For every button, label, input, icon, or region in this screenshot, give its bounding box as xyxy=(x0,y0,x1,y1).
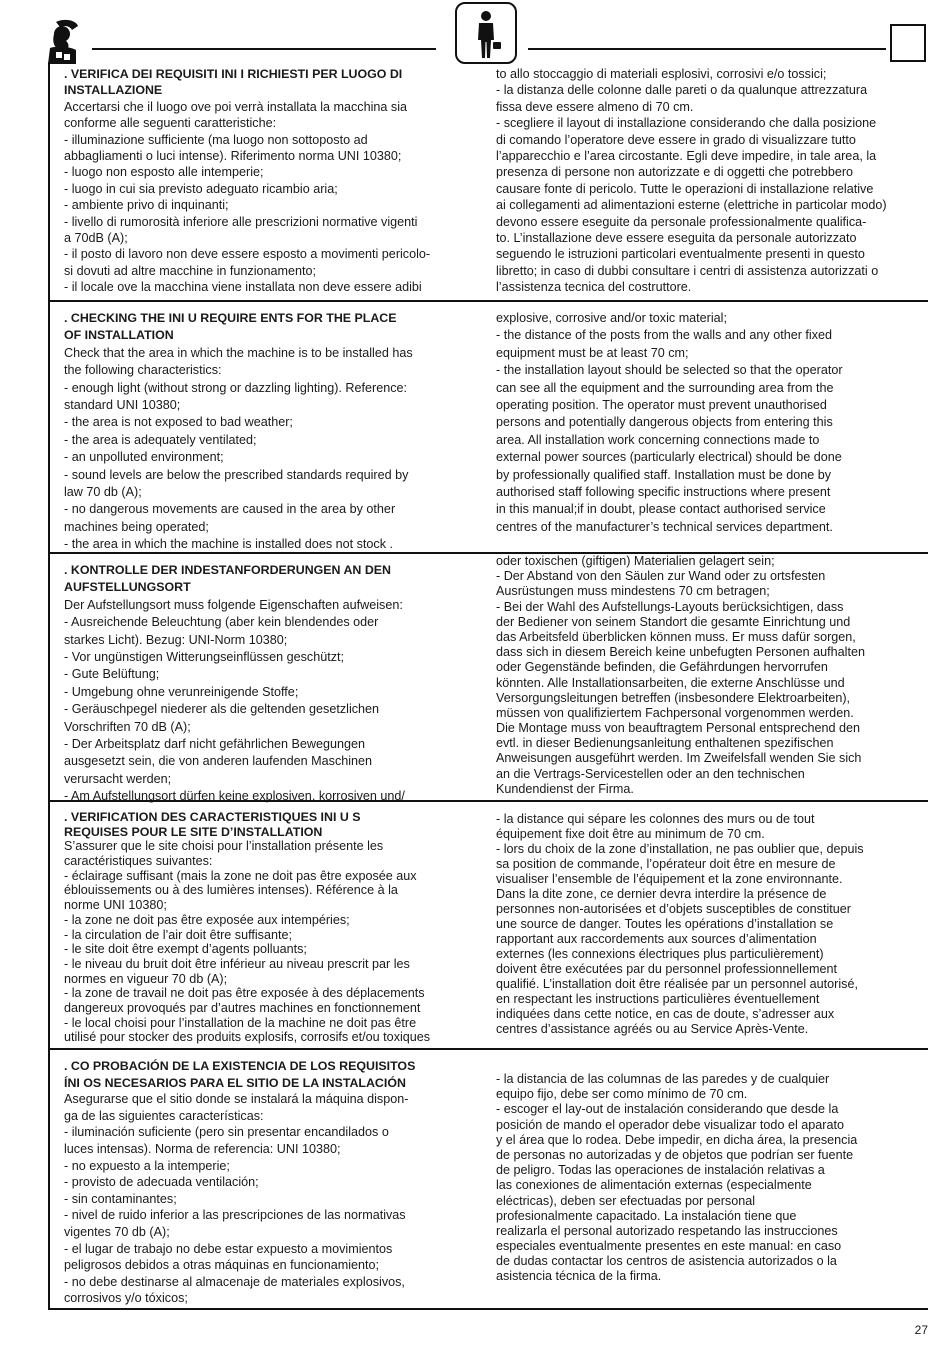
text-line: y el área que lo rodea. Debe impedir, en dicha área, la presencia xyxy=(496,1132,858,1147)
text-line: centres of the manufacturer’s technical services department. xyxy=(496,519,833,534)
person-with-briefcase-icon xyxy=(455,2,517,64)
text-line: - Bei der Wahl des Aufstellungs-Layouts berücksichtigen, dass xyxy=(496,599,844,614)
text-line: - luogo non esposto alle intemperie; xyxy=(64,165,264,180)
text-line: - sound levels are below the prescribed standards required by xyxy=(64,467,409,482)
section-fr xyxy=(48,802,928,1050)
text-line: di comando l’operatore deve essere in grado di visualizzare tutto xyxy=(496,132,856,147)
text-line: de personas no autorizadas y de objetos que podrían ser fuente xyxy=(496,1147,854,1162)
text-line: norme UNI 10380; xyxy=(64,898,167,913)
section-right-column xyxy=(496,812,916,1037)
text-line: oder Gegenstände befinden, die Gefährdungen hervorrufen xyxy=(496,660,828,675)
text-line: qualifié. L’installation doit être réalisée par un personnel autorisé, xyxy=(496,977,858,991)
header-rule-left xyxy=(92,48,436,50)
text-line: müssen von qualifiziertem Fachpersonal vorgenommen werden. xyxy=(496,705,854,720)
section-it xyxy=(48,62,928,302)
header-rule-right xyxy=(528,48,886,50)
text-line: devono essere eseguite da personale professionalmente qualifica- xyxy=(496,214,867,229)
text-line: - le site doit être exempt d’agents polluants; xyxy=(64,942,307,957)
text-line: l’apparecchio e l’area circostante. Egli deve impedire, in tale area, la xyxy=(496,148,877,163)
text-line: Accertarsi che il luogo ove poi verrà installata la macchina sia xyxy=(64,99,407,114)
text-line: peligrosos debidos a otras máquinas en funcionamiento; xyxy=(64,1258,380,1273)
text-line: the following characteristics: xyxy=(64,363,222,378)
text-line: - no debe destinarse al almacenaje de materiales explosivos, xyxy=(64,1274,405,1289)
text-line: - no dangerous movements are caused in the area by other xyxy=(64,502,396,517)
text-line: Asegurarse que el sitio donde se instalará la máquina dispon- xyxy=(64,1092,409,1107)
text-line: - the area in which the machine is installed does not stock . xyxy=(64,537,394,552)
text-line: - Gute Belüftung; xyxy=(64,667,160,682)
text-line: area. All installation work concerning connections made to xyxy=(496,432,820,447)
text-line: operating position. The operator must prevent unauthorised xyxy=(496,397,827,412)
text-line: - the distance of the posts from the walls and any other fixed xyxy=(496,328,833,343)
text-line: - Geräuschpegel niederer als die geltenden gesetzlichen xyxy=(64,702,380,717)
section-heading: REQUISES POUR LE SITE D’INSTALLATION xyxy=(64,824,323,839)
text-line: causare fonte di pericolo. Tutte le operazioni di installazione relative xyxy=(496,181,874,196)
text-line: verursacht werden; xyxy=(64,771,172,786)
text-line: explosive, corrosive and/or toxic material; xyxy=(496,311,727,325)
section-left-column xyxy=(64,66,484,295)
text-line: Vorschriften 70 dB (A); xyxy=(64,719,191,734)
section-heading: ÍNI OS NECESARIOS PARA EL SITIO DE LA INSTALACIÓN xyxy=(64,1075,406,1090)
text-line: dangereux provoqués par d’autres machines en fonctionnement xyxy=(64,1000,421,1015)
text-line: - Vor ungünstigen Witterungseinflüssen geschützt; xyxy=(64,649,345,664)
text-line: der Bediener von seinem Standort die gesamte Einrichtung und xyxy=(496,614,851,629)
text-line: - the area is not exposed to bad weather; xyxy=(64,415,293,430)
section-heading: AUFSTELLUNGSORT xyxy=(64,580,191,595)
section-right-column xyxy=(496,554,916,797)
text-line: realizarla el personal autorizado respetando las instrucciones xyxy=(496,1223,838,1238)
text-line: to allo stoccaggio di materiali esplosivi, corrosivi e/o tossici; xyxy=(496,67,827,81)
text-line: - no expuesto a la intemperie; xyxy=(64,1158,230,1173)
text-line: corrosivos y/o tóxicos; xyxy=(64,1291,188,1306)
text-line: könnten. Alle Installationsarbeiten, die externe Anschlüsse und xyxy=(496,675,845,690)
language-box xyxy=(890,24,926,62)
section-heading: INSTALLAZIONE xyxy=(64,83,163,98)
text-line: - iluminación suficiente (pero sin presentar encandilados o xyxy=(64,1125,389,1140)
text-line: - la distanza delle colonne dalle pareti o da qualunque attrezzatura xyxy=(496,83,868,98)
text-line: dass sich in diesem Bereich keine unbefugten Personen aufhalten xyxy=(496,645,865,660)
text-line: personnes non-autorisées et d’objets susceptibles de constituer xyxy=(496,902,851,916)
page-number: 27 xyxy=(914,1323,928,1337)
text-line: by professionally qualified staff. Installation must be done by xyxy=(496,467,832,482)
text-line: une source de danger. Toutes les opérations d’installation se xyxy=(496,917,834,931)
text-line: eléctricas), deben ser efectuadas por personal xyxy=(496,1193,756,1208)
text-line: Ausrüstungen muss mindestens 70 cm betragen; xyxy=(496,584,770,599)
section-heading: OF INSTALLATION xyxy=(64,328,174,343)
text-line: centres d’assistance agréés ou au Service Après-Vente. xyxy=(496,1022,809,1036)
text-line: - an unpolluted environment; xyxy=(64,450,224,465)
text-line: external power sources (particularly electrical) should be done xyxy=(496,450,842,465)
text-line: - lors du choix de la zone d’installation, ne pas oublier que, depuis xyxy=(496,842,864,856)
text-line: ga de las siguientes características: xyxy=(64,1108,264,1123)
text-line: caractéristiques suivantes: xyxy=(64,854,213,869)
text-line: de dudas contactar los centros de asistencia autorizados o la xyxy=(496,1254,837,1269)
section-left-column xyxy=(64,1058,484,1307)
mascot-logo-icon xyxy=(42,18,86,64)
text-line: - scegliere il layout di installazione considerando che dalla posizione xyxy=(496,116,877,131)
text-line: asistencia técnica de la firma. xyxy=(496,1269,662,1284)
text-line: an die Vertrags-Servicestellen oder an den technischen xyxy=(496,766,805,781)
text-line: doivent être exécutées par du personnel professionnellement xyxy=(496,962,837,976)
text-line: de peligro. Todas las operaciones de instalación relativas a xyxy=(496,1163,825,1178)
text-line: posición de mando el operador debe visualizar todo el aparato xyxy=(496,1117,844,1132)
text-line: profesionalmente capacitado. La instalación tiene que xyxy=(496,1208,797,1223)
section-es xyxy=(48,1050,928,1310)
section-left-column xyxy=(64,310,484,553)
text-line: si dovuti ad altre macchine in funzionamento; xyxy=(64,263,317,278)
text-line: presenza di persone non autorizzate e di oggetti che potrebbero xyxy=(496,165,854,180)
text-line: Check that the area in which the machine is to be installed has xyxy=(64,345,413,360)
section-heading: . CO PROBACIÓN DE LA EXISTENCIA DE LOS REQUISITOS xyxy=(64,1059,416,1073)
text-line: las conexiones de alimentación externas (especialmente xyxy=(496,1178,812,1193)
text-line: especiales eventualmente presentes en este manual: en caso xyxy=(496,1239,842,1254)
text-line: utilisé pour stocker des produits explosifs, corrosifs et/ou toxiques xyxy=(64,1030,431,1045)
text-line: - Am Aufstellungsort dürfen keine explosiven, korrosiven und/ xyxy=(64,789,405,804)
text-line: to. L’installazione deve essere eseguita da personale autorizzato xyxy=(496,230,857,245)
section-heading: . KONTROLLE DER INDESTANFORDERUNGEN AN DEN xyxy=(64,563,391,577)
text-line: Dans la dite zone, ce dernier devra interdire la présence de xyxy=(496,887,827,901)
text-line: Anweisungen ausgeführt werden. Im Zweifelsfall wenden Sie sich xyxy=(496,751,862,766)
text-line: - il locale ove la macchina viene installata non deve essere adibi xyxy=(64,280,422,295)
text-line: Kundendienst der Firma. xyxy=(496,781,634,796)
section-left-column xyxy=(64,562,484,805)
section-right-column xyxy=(496,1072,916,1285)
text-line: ausgesetzt sein, die von anderen laufenden Maschinen xyxy=(64,754,373,769)
text-line: libretto; in caso di dubbi consultare i centri di assistenza autorizzati o xyxy=(496,263,879,278)
text-line: fissa deve essere almeno di 70 cm. xyxy=(496,99,694,114)
text-line: a 70dB (A); xyxy=(64,230,128,245)
text-line: vigentes 70 db (A); xyxy=(64,1224,170,1239)
text-line: - sin contaminantes; xyxy=(64,1191,177,1206)
text-line: - la distance qui sépare les colonnes des murs ou de tout xyxy=(496,812,815,826)
section-heading: . VERIFICA DEI REQUISITI INI I RICHIESTI PER LUOGO DI xyxy=(64,67,403,81)
text-line: - the area is adequately ventilated; xyxy=(64,432,257,447)
content-frame xyxy=(48,62,928,1310)
text-line: - il posto di lavoro non deve essere esposto a movimenti pericolo- xyxy=(64,247,431,262)
text-line: - illuminazione sufficiente (ma luogo non sottoposto ad xyxy=(64,132,368,147)
text-line: evtl. in dieser Bedienungsanleitung enthaltenen spezifischen xyxy=(496,736,834,751)
section-heading: . VERIFICATION DES CARACTERISTIQUES INI U S xyxy=(64,810,361,824)
section-right-column xyxy=(496,66,916,295)
text-line: can see all the equipment and the surrounding area from the xyxy=(496,380,834,395)
text-line: - el lugar de trabajo no debe estar expuesto a movimientos xyxy=(64,1241,393,1256)
text-line: seguendo le istruzioni particolari eventualmente presenti in questo xyxy=(496,247,865,262)
text-line: - Der Abstand von den Säulen zur Wand oder zu ortsfesten xyxy=(496,569,826,584)
text-line: - provisto de adecuada ventilación; xyxy=(64,1175,259,1190)
text-line: oder toxischen (giftigen) Materialien gelagert sein; xyxy=(496,554,775,568)
text-line: S’assurer que le site choisi pour l’installation présente les xyxy=(64,839,384,854)
text-line: standard UNI 10380; xyxy=(64,397,181,412)
text-line: law 70 db (A); xyxy=(64,484,142,499)
text-line: sa position de commande, l’opérateur doit être en mesure de xyxy=(496,857,836,871)
text-line: - Ausreichende Beleuchtung (aber kein blendendes oder xyxy=(64,615,379,630)
text-line: en respectant les instructions particulières éventuellement xyxy=(496,992,820,1006)
text-line: rapportant aux raccordements aux sources d’alimentation xyxy=(496,932,817,946)
section-en xyxy=(48,302,928,554)
text-line: - le local choisi pour l’installation de la machine ne doit pas être xyxy=(64,1015,417,1030)
text-line: - escoger el lay-out de instalación considerando que desde la xyxy=(496,1102,839,1117)
text-line: Die Montage muss von beauftragtem Personal entsprechend den xyxy=(496,721,861,736)
text-line: equipo fijo, debe ser como mínimo de 70 cm. xyxy=(496,1087,748,1102)
text-line: authorised staff following specific instructions where present xyxy=(496,484,831,499)
text-line: - nivel de ruido inferior a las prescripciones de las normativas xyxy=(64,1208,406,1223)
section-left-column xyxy=(64,810,484,1045)
text-line: machines being operated; xyxy=(64,519,209,534)
text-line: indiquées dans cette notice, en cas de doute, s’adresser aux xyxy=(496,1007,835,1021)
text-line: abbagliamenti o luci intense). Riferimento norma UNI 10380; xyxy=(64,148,402,163)
text-line: luces intensas). Norma de referencia: UNI 10380; xyxy=(64,1141,341,1156)
section-right-column xyxy=(496,310,916,536)
text-line: - la zone ne doit pas être exposée aux intempéries; xyxy=(64,912,350,927)
text-line: - le niveau du bruit doit être inférieur au niveau prescrit par les xyxy=(64,956,410,971)
text-line: équipement fixe doit être au minimum de 70 cm. xyxy=(496,827,765,841)
text-line: persons and potentially dangerous objects from entering this xyxy=(496,415,833,430)
text-line: - la zone de travail ne doit pas être exposée à des déplacements xyxy=(64,986,425,1001)
text-line: externes (les connexions électriques plus particulièrement) xyxy=(496,947,824,961)
text-line: visualiser l’ensemble de l’équipement et la zone environnante. xyxy=(496,872,843,886)
section-divider xyxy=(50,1308,928,1310)
text-line: éblouissements ou à des lumières intenses). Référence à la xyxy=(64,883,398,898)
text-line: starkes Licht). Bezug: UNI-Norm 10380; xyxy=(64,632,288,647)
text-line: Der Aufstellungsort muss folgende Eigenschaften aufweisen: xyxy=(64,597,403,612)
text-line: - the installation layout should be selected so that the operator xyxy=(496,363,843,378)
text-line: equipment must be at least 70 cm; xyxy=(496,345,689,360)
text-line: - enough light (without strong or dazzling lighting). Reference: xyxy=(64,380,408,395)
section-de xyxy=(48,554,928,802)
text-line: conforme alle seguenti caratteristiche: xyxy=(64,116,277,131)
text-line: das Arbeitsfeld überblicken können muss. Er muss dafür sorgen, xyxy=(496,629,856,644)
text-line: - Umgebung ohne verunreinigende Stoffe; xyxy=(64,684,299,699)
text-line: - Der Arbeitsplatz darf nicht gefährlichen Bewegungen xyxy=(64,736,366,751)
text-line: - luogo in cui sia previsto adeguato ricambio aria; xyxy=(64,181,338,196)
text-line: - éclairage suffisant (mais la zone ne doit pas être exposée aux xyxy=(64,868,417,883)
text-line: - livello di rumorosità inferiore alle prescrizioni normative vigenti xyxy=(64,214,418,229)
section-heading: . CHECKING THE INI U REQUIRE ENTS FOR THE PLACE xyxy=(64,311,397,325)
text-line: Versorgungsleitungen betreffen (insbesondere Elektroarbeiten), xyxy=(496,690,851,705)
text-line: normes en vigueur 70 db (A); xyxy=(64,971,228,986)
text-line: - ambiente privo di inquinanti; xyxy=(64,198,229,213)
text-line: ai collegamenti ad alimentazioni esterne (elettriche in particolar modo) xyxy=(496,198,887,213)
text-line: l’assistenza tecnica del costruttore. xyxy=(496,280,692,295)
text-line: in this manual;if in doubt, please contact authorised service xyxy=(496,502,826,517)
text-line: - la distancia de las columnas de las paredes y de cualquier xyxy=(496,1072,830,1086)
text-line: - la circulation de l’air doit être suffisante; xyxy=(64,927,292,942)
